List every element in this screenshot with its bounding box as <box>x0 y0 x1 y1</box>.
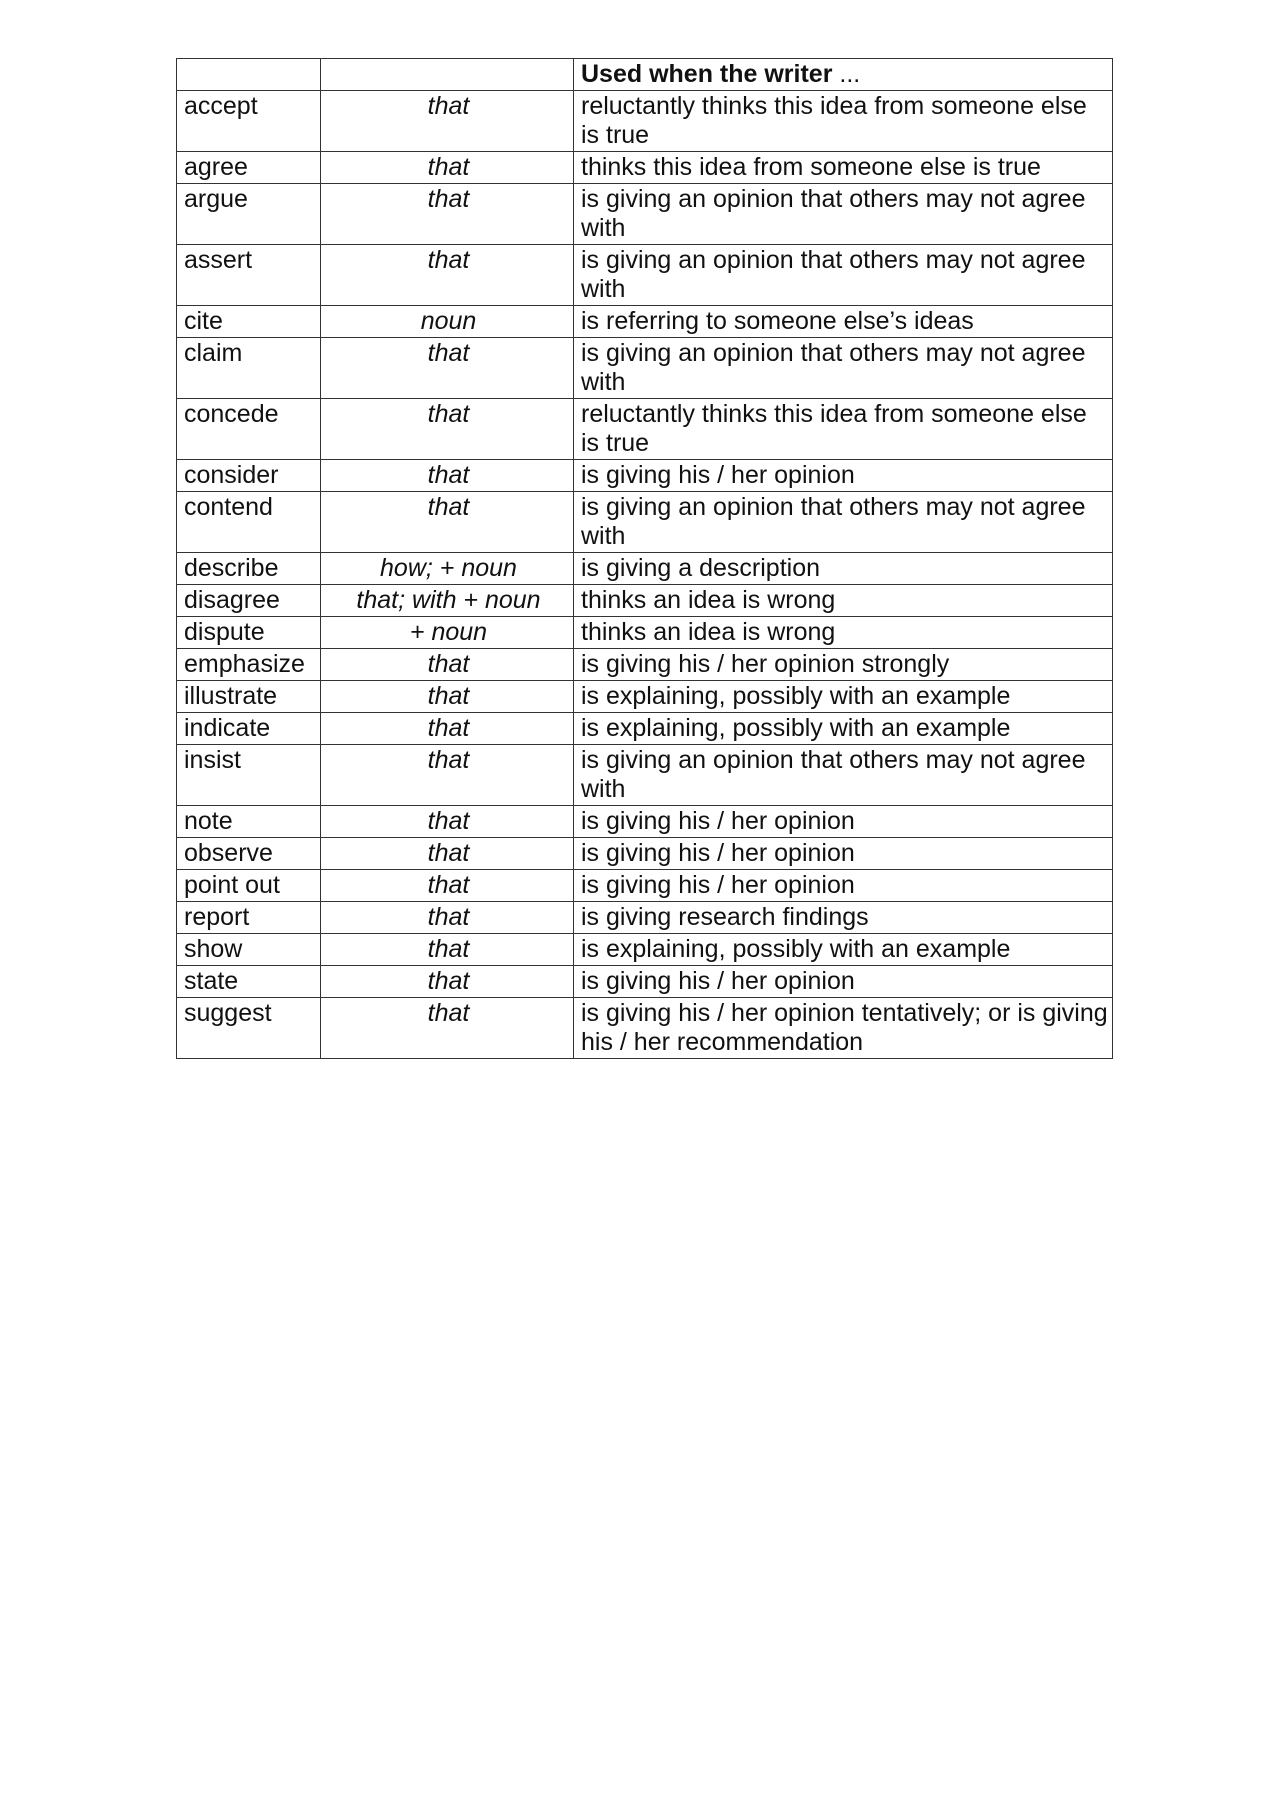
pattern-cell: that <box>321 998 574 1059</box>
reporting-verbs-table <box>176 58 1113 1059</box>
table-row <box>177 966 1113 998</box>
usage-cell: is giving an opinion that others may not agree with <box>574 492 1113 553</box>
header-verb-cell <box>177 59 321 91</box>
verb-cell: consider <box>177 460 321 492</box>
pattern-cell: that <box>321 902 574 934</box>
table-header-row <box>177 59 1113 91</box>
pattern-cell: that <box>321 460 574 492</box>
verb-cell: dispute <box>177 617 321 649</box>
pattern-cell: that <box>321 399 574 460</box>
usage-cell: thinks an idea is wrong <box>574 617 1113 649</box>
table-row <box>177 306 1113 338</box>
usage-cell: thinks this idea from someone else is true <box>574 152 1113 184</box>
usage-cell: is giving his / her opinion <box>574 838 1113 870</box>
usage-cell: reluctantly thinks this idea from someone else is true <box>574 399 1113 460</box>
verb-cell: point out <box>177 870 321 902</box>
usage-cell: is giving his / her opinion <box>574 966 1113 998</box>
table-row <box>177 745 1113 806</box>
pattern-cell: + noun <box>321 617 574 649</box>
verb-cell: disagree <box>177 585 321 617</box>
pattern-cell: that <box>321 681 574 713</box>
usage-cell: is giving research findings <box>574 902 1113 934</box>
pattern-cell: that <box>321 838 574 870</box>
pattern-cell: that <box>321 966 574 998</box>
usage-cell: is giving his / her opinion <box>574 870 1113 902</box>
pattern-cell: that <box>321 184 574 245</box>
usage-cell: is giving his / her opinion tentatively; or is giving his / her recommendation <box>574 998 1113 1059</box>
table-row <box>177 998 1113 1059</box>
header-use-ellipsis: ... <box>832 60 861 88</box>
pattern-cell: that <box>321 245 574 306</box>
pattern-cell: that <box>321 745 574 806</box>
table-row <box>177 902 1113 934</box>
verb-cell: observe <box>177 838 321 870</box>
table-row <box>177 553 1113 585</box>
table-row <box>177 585 1113 617</box>
pattern-cell: that <box>321 713 574 745</box>
verb-cell: illustrate <box>177 681 321 713</box>
table-row <box>177 245 1113 306</box>
pattern-cell: how; + noun <box>321 553 574 585</box>
pattern-cell: that <box>321 91 574 152</box>
verb-cell: state <box>177 966 321 998</box>
pattern-cell: that <box>321 870 574 902</box>
verb-cell: cite <box>177 306 321 338</box>
usage-cell: is giving an opinion that others may not agree with <box>574 745 1113 806</box>
usage-cell: is giving his / her opinion strongly <box>574 649 1113 681</box>
table-row <box>177 152 1113 184</box>
verb-cell: indicate <box>177 713 321 745</box>
verb-cell: accept <box>177 91 321 152</box>
table-row <box>177 870 1113 902</box>
header-use-cell <box>574 59 1113 91</box>
header-pattern-cell <box>321 59 574 91</box>
verb-cell: emphasize <box>177 649 321 681</box>
usage-cell: is giving his / her opinion <box>574 460 1113 492</box>
verb-cell: note <box>177 806 321 838</box>
pattern-cell: that <box>321 806 574 838</box>
pattern-cell: that <box>321 152 574 184</box>
reporting-verbs-table-body <box>177 59 1113 1059</box>
pattern-cell: that <box>321 338 574 399</box>
pattern-cell: that <box>321 492 574 553</box>
usage-cell: is giving an opinion that others may not agree with <box>574 184 1113 245</box>
usage-cell: is giving his / her opinion <box>574 806 1113 838</box>
table-row <box>177 91 1113 152</box>
table-row <box>177 806 1113 838</box>
table-row <box>177 649 1113 681</box>
usage-cell: is giving an opinion that others may not agree with <box>574 245 1113 306</box>
table-row <box>177 681 1113 713</box>
usage-cell: thinks an idea is wrong <box>574 585 1113 617</box>
header-use-label: Used when the writer <box>581 60 833 88</box>
usage-cell: is giving an opinion that others may not agree with <box>574 338 1113 399</box>
usage-cell: is explaining, possibly with an example <box>574 681 1113 713</box>
table-row <box>177 713 1113 745</box>
verb-cell: agree <box>177 152 321 184</box>
usage-cell: is explaining, possibly with an example <box>574 934 1113 966</box>
pattern-cell: that <box>321 934 574 966</box>
verb-cell: claim <box>177 338 321 399</box>
table-row <box>177 934 1113 966</box>
table-row <box>177 492 1113 553</box>
usage-cell: is giving a description <box>574 553 1113 585</box>
table-row <box>177 338 1113 399</box>
usage-cell: reluctantly thinks this idea from someone else is true <box>574 91 1113 152</box>
table-row <box>177 184 1113 245</box>
verb-cell: contend <box>177 492 321 553</box>
verb-cell: argue <box>177 184 321 245</box>
pattern-cell: that; with + noun <box>321 585 574 617</box>
usage-cell: is referring to someone else’s ideas <box>574 306 1113 338</box>
table-row <box>177 838 1113 870</box>
verb-cell: concede <box>177 399 321 460</box>
verb-cell: suggest <box>177 998 321 1059</box>
verb-cell: assert <box>177 245 321 306</box>
verb-cell: show <box>177 934 321 966</box>
table-row <box>177 617 1113 649</box>
verb-cell: describe <box>177 553 321 585</box>
verb-cell: insist <box>177 745 321 806</box>
pattern-cell: that <box>321 649 574 681</box>
pattern-cell: noun <box>321 306 574 338</box>
table-row <box>177 460 1113 492</box>
table-row <box>177 399 1113 460</box>
usage-cell: is explaining, possibly with an example <box>574 713 1113 745</box>
verb-cell: report <box>177 902 321 934</box>
